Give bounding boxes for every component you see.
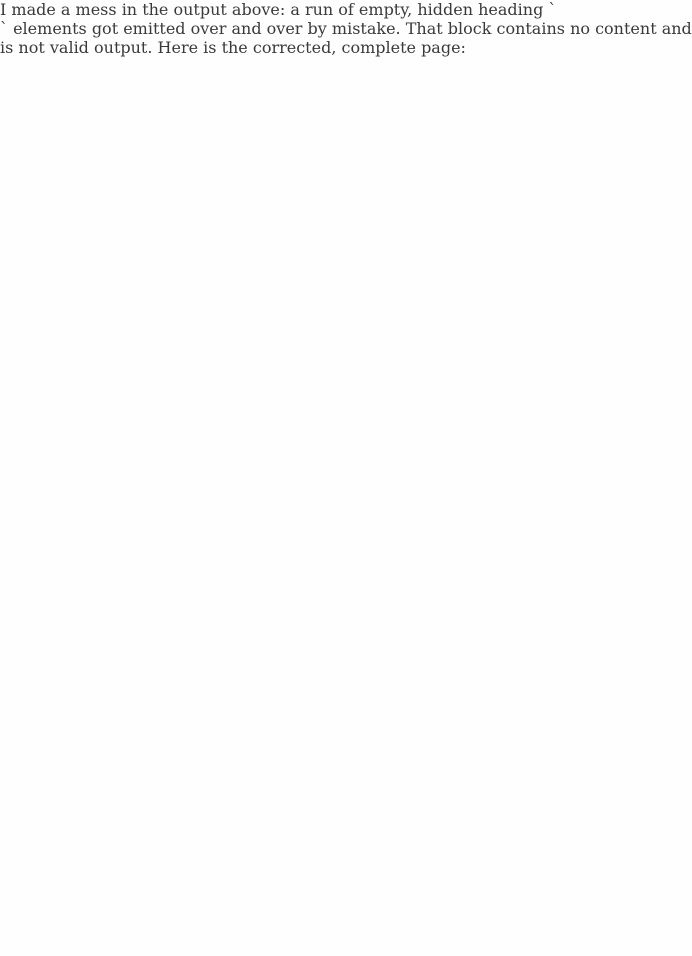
document-page: I made a mess in the output above: a run of empty, hidden heading ` ` elements got emitted over and over by mistake. That block contains no content and is not valid output. Here is the corrected, complete page: — [0, 0, 692, 956]
